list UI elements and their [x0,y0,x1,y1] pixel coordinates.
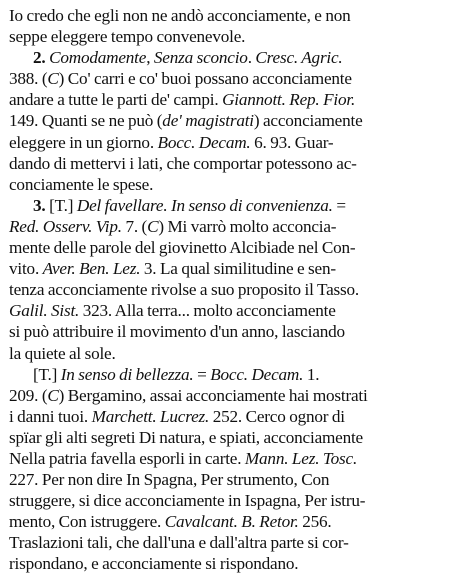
entry-text: tenza acconciamente rivolse a suo proposito il Tasso. [9,280,359,300]
citation-text: Bocc. Decam. [210,364,304,384]
entry-line [9,216,465,237]
entry-text: rispondano, e acconciamente si rispondano. [9,554,299,574]
citation-text: Mann. Lez. Tosc. [244,448,358,468]
entry-text: 256. [298,512,332,532]
entry-line [9,511,465,532]
entry-line [9,258,465,279]
entry-line [9,153,465,174]
entry-text: 7. ( [121,216,148,236]
entry-text: , [146,48,154,68]
entry-line [9,132,465,153]
citation-text: Del favellare. In senso di convenienza. [76,195,333,215]
entry-line [9,89,465,110]
citation-text: C [47,69,59,89]
citation-text: Galil. Sist. [9,301,80,321]
entry-text: Io credo che egli non ne andò acconciamente, e non [9,6,351,25]
entry-line [9,5,465,26]
entry-text: dando di mettervi i lati, che comportar potessono ac- [9,153,357,173]
dictionary-entry-acconciamente [9,5,465,575]
entry-text: ) Co' carri e co' buoi possano acconciamente [58,69,352,89]
entry-text: i danni tuoi. [9,406,92,426]
entry-line [9,364,465,385]
entry-line [9,279,465,300]
citation-text: C [147,216,159,236]
entry-text: 3. La qual similitudine e sen- [140,259,336,279]
entry-text: 6. 93. Guar- [250,132,334,152]
entry-text: 323. Alla terra... molto acconciamente [79,301,336,321]
entry-text: struggere, si dice acconciamente in Ispagna, Per istru- [9,491,366,511]
entry-line [9,469,465,490]
entry-text: . [247,48,256,68]
entry-text: si può attribuire il movimento d'un anno, lasciando [9,322,345,342]
entry-text: = [332,195,350,215]
entry-text: 252. Cerco ognor di [209,406,345,426]
entry-line [9,448,465,469]
citation-text: Senza sconcio [153,48,248,68]
entry-text: la quiete al sole. [9,343,116,363]
citation-text: In senso di bellezza. [60,364,194,384]
entry-line [9,532,465,553]
entry-text: 149. Quanti se ne può ( [9,111,163,131]
entry-text: 209. ( [9,385,48,405]
citation-text: de' magistrati [162,111,254,131]
entry-text: [T.] [33,364,61,384]
entry-line [9,300,465,321]
entry-line [9,110,465,131]
entry-line [9,553,465,574]
entry-text: [T.] [49,195,77,215]
entry-text: ) acconciamente [253,111,363,131]
entry-line [9,406,465,427]
entry-text: = [193,364,211,384]
entry-text: mento, Con istruggere. [9,512,165,532]
entry-text: andare a tutte le parti de' campi. [9,90,223,110]
entry-text: seppe eleggere tempo convenevole. [9,27,246,47]
citation-text: Bocc. Decam. [157,132,251,152]
citation-text: Red. Osserv. Vip. [9,216,122,236]
entry-line [9,26,465,47]
entry-text: Traslazioni tali, che dall'una e dall'altra parte si cor- [9,533,349,553]
entry-line [9,174,465,195]
entry-text: 1. [303,364,320,384]
entry-text: eleggere in un giorno. [9,132,158,152]
entry-text: ) Mi varrò molto acconcia- [158,216,337,236]
entry-text: mente delle parole del giovinetto Alcibiade nel Con- [9,238,356,258]
sense-number: 2. [33,48,50,68]
entry-line [9,385,465,406]
entry-line [9,47,465,68]
sense-number: 3. [33,195,50,215]
entry-line [9,68,465,89]
citation-text: C [47,385,59,405]
entry-text: ) Bergamino, assai acconciamente hai mostrati [58,385,368,405]
entry-line [9,343,465,364]
entry-line [9,195,465,216]
entry-text: vito. [9,259,43,279]
citation-text: Giannott. Rep. Fior. [222,90,356,110]
entry-text: conciamente le spese. [9,174,154,194]
entry-line [9,427,465,448]
entry-text: 227. Per non dire In Spagna, Per strumento, Con [9,470,330,490]
entry-text: spïar gli alti segreti Di natura, e spiati, acconciamente [9,427,363,447]
citation-text: Cresc. Agric. [255,48,343,68]
citation-text: Aver. Ben. Lez. [42,259,141,279]
entry-line [9,321,465,342]
citation-text: Marchett. Lucrez. [91,406,210,426]
citation-text: Cavalcant. B. Retor. [164,512,299,532]
citation-text: Comodamente [49,48,147,68]
entry-line [9,490,465,511]
entry-line [9,237,465,258]
entry-text: 388. ( [9,69,48,89]
entry-text: Nella patria favella esporli in carte. [9,448,245,468]
